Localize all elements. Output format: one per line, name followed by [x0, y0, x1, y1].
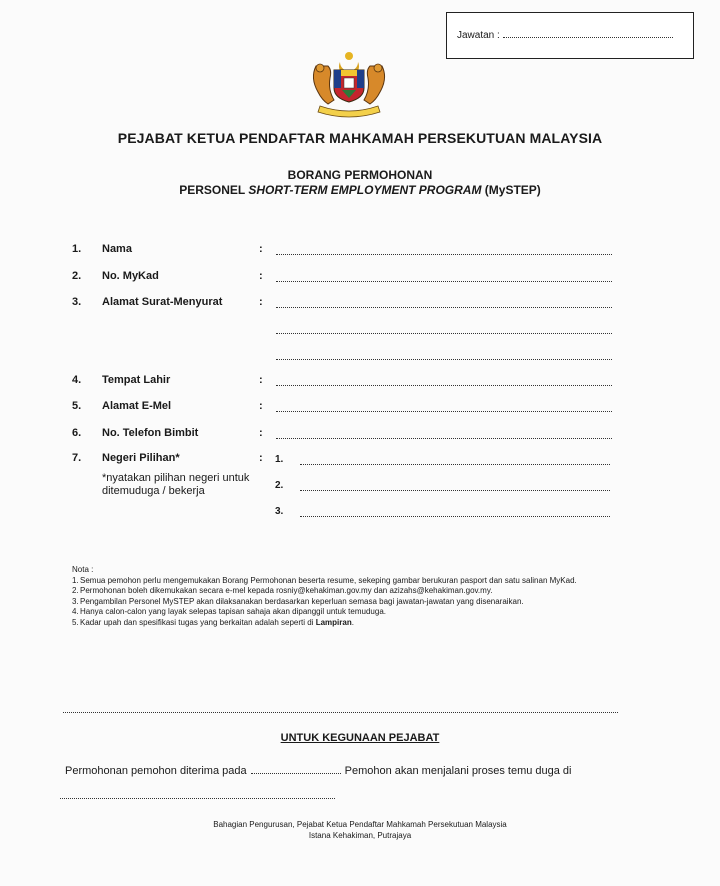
negeri-choice-number: 3.: [275, 506, 284, 517]
negeri-choice-number: 1.: [275, 454, 284, 465]
field-label-nama: Nama: [102, 243, 132, 255]
tempat-lahir-input-line[interactable]: [276, 385, 612, 386]
interview-location-line[interactable]: [60, 798, 335, 799]
field-colon: :: [259, 374, 263, 386]
field-label-tempat-lahir: Tempat Lahir: [102, 374, 171, 386]
jawatan-label: Jawatan :: [457, 30, 673, 41]
office-use-title: UNTUK KEGUNAAN PEJABAT: [280, 732, 440, 744]
field-colon: :: [259, 400, 263, 412]
nama-input-line[interactable]: [276, 254, 612, 255]
footer-department: Bahagian Pengurusan, Pejabat Ketua Pendaftar Mahkamah Persekutuan Malaysia: [213, 820, 507, 829]
field-colon: :: [259, 243, 263, 255]
email-input-line[interactable]: [276, 411, 612, 412]
negeri-choice-number: 2.: [275, 480, 284, 491]
note-item: 3. Pengambilan Personel MySTEP akan dilaksanakan berdasarkan keperluan semasa bagi jawatan-jawatan yang disenaraikan.: [72, 596, 524, 606]
jawatan-box: [446, 12, 694, 59]
field-number: 6.: [72, 427, 82, 439]
acceptance-line: Permohonan pemohon diterima pada Pemohon akan menjalani proses temu duga di: [65, 765, 572, 777]
negeri-choice-2-line[interactable]: [300, 490, 610, 491]
field-number: 1.: [72, 243, 82, 255]
note-item: 2. Permohonan boleh dikemukakan secara e-mel kepada rosniy@kehakiman.gov.my dan azizahs@kehakiman.gov.my.: [72, 586, 493, 595]
note-item: 5. Kadar upah dan spesifikasi tugas yang berkaitan adalah seperti di Lampiran.: [72, 617, 354, 627]
organization-title: PEJABAT KETUA PENDAFTAR MAHKAMAH PERSEKUTUAN MALAYSIA: [117, 130, 603, 146]
field-label-mykad: No. MyKad: [102, 270, 159, 282]
telefon-input-line[interactable]: [276, 438, 612, 439]
alamat-input-line-2[interactable]: [276, 333, 612, 334]
field-colon: :: [259, 270, 263, 282]
coat-of-arms-icon: [306, 50, 392, 118]
alamat-input-line-1[interactable]: [276, 307, 612, 308]
accepted-date-line[interactable]: [251, 764, 341, 774]
form-title: BORANG PERMOHONAN: [287, 168, 433, 182]
negeri-choice-3-line[interactable]: [300, 516, 610, 517]
negeri-choice-1-line[interactable]: [300, 464, 610, 465]
field-label-email: Alamat E-Mel: [102, 400, 172, 412]
alamat-input-line-3[interactable]: [276, 359, 612, 360]
mykad-input-line[interactable]: [276, 281, 612, 282]
field-number: 5.: [72, 400, 82, 412]
notes-title: Nota :: [72, 565, 94, 574]
field-label-negeri: Negeri Pilihan*: [102, 452, 180, 464]
field-number: 2.: [72, 270, 82, 282]
field-number: 3.: [72, 296, 82, 308]
field-label-alamat: Alamat Surat-Menyurat: [102, 296, 223, 308]
field-colon: :: [259, 452, 263, 464]
form-subtitle: PERSONEL SHORT-TERM EMPLOYMENT PROGRAM (MySTEP): [179, 183, 541, 197]
note-item: 1. Semua pemohon perlu mengemukakan Borang Permohonan beserta resume, sekeping gambar berukuran pasport dan satu salinan MyKad.: [72, 575, 577, 585]
footer-address: Istana Kehakiman, Putrajaya: [308, 831, 412, 840]
field-colon: :: [259, 296, 263, 308]
note-item: 4. Hanya calon-calon yang layak selepas tapisan sahaja akan dipanggil untuk temuduga.: [72, 607, 386, 616]
field-number: 4.: [72, 374, 82, 386]
section-separator: [63, 712, 618, 713]
notes-section: [72, 565, 632, 628]
field-colon: :: [259, 427, 263, 439]
field-label-telefon: No. Telefon Bimbit: [102, 427, 199, 439]
field-number: 7.: [72, 452, 82, 464]
negeri-note: *nyatakan pilihan negeri untuk ditemuduga / bekerja: [102, 472, 250, 497]
